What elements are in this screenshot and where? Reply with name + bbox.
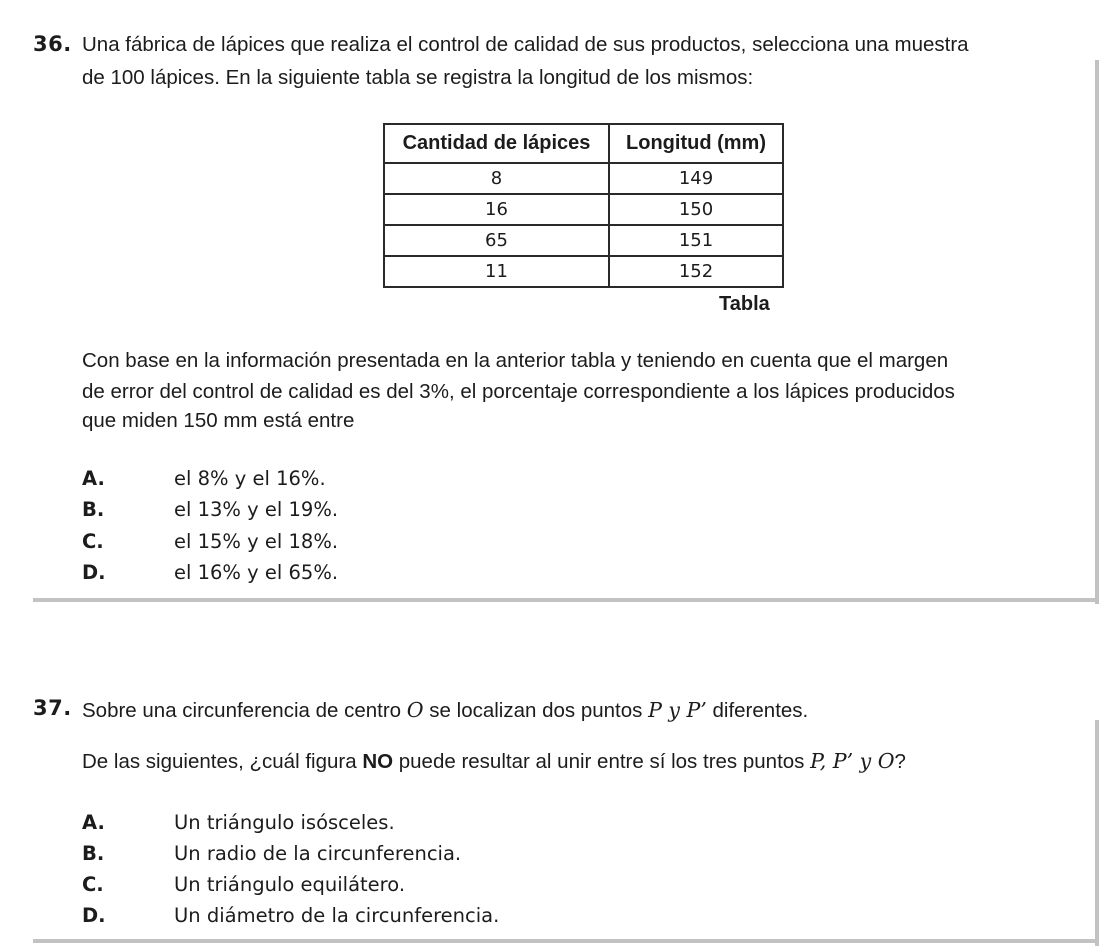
table-row <box>384 163 783 194</box>
table-row <box>384 225 783 256</box>
table-cell: 151 <box>609 225 783 256</box>
table-header-cell: Cantidad de lápices <box>384 124 609 163</box>
math-points-label: P, P’ y O <box>810 749 895 773</box>
option-text: Un triángulo equilátero. <box>174 873 406 896</box>
table-cell: 150 <box>609 194 783 225</box>
table-cell: 65 <box>384 225 609 256</box>
question-intro-line-1: Una fábrica de lápices que realiza el control de calidad de sus productos, selecciona una muestra <box>82 33 969 56</box>
table-cell: 8 <box>384 163 609 194</box>
stem-text: ? <box>894 750 906 773</box>
question-stem-line-3: que miden 150 mm está entre <box>82 409 355 432</box>
frame-divider-bottom <box>33 939 1099 943</box>
option-letter: A. <box>82 467 105 490</box>
option-letter: B. <box>82 842 105 865</box>
table-cell: 11 <box>384 256 609 287</box>
table-caption: Tabla <box>719 293 770 315</box>
option-text: el 13% y el 19%. <box>174 498 339 521</box>
table-row <box>384 256 783 287</box>
table-header-cell: Longitud (mm) <box>609 124 783 163</box>
question-stem-line-2: de error del control de calidad es del 3%, el porcentaje correspondiente a los lápices producidos <box>82 380 955 403</box>
option-letter: A. <box>82 811 105 834</box>
option-text: el 16% y el 65%. <box>174 561 339 584</box>
stem-text: se localizan dos puntos <box>423 699 649 722</box>
stem-text: Sobre una circunferencia de centro <box>82 699 407 722</box>
question-number: 37. <box>33 696 72 720</box>
math-center-label: O <box>406 698 424 722</box>
stem-text: diferentes. <box>706 699 809 722</box>
table-cell: 152 <box>609 256 783 287</box>
option-text: el 15% y el 18%. <box>174 530 339 553</box>
table-cell: 16 <box>384 194 609 225</box>
option-letter: D. <box>82 561 106 584</box>
stem-text: De las siguientes, ¿cuál figura <box>82 750 363 773</box>
option-text: Un radio de la circunferencia. <box>174 842 462 865</box>
option-letter: C. <box>82 873 104 896</box>
question-number: 36. <box>33 32 72 56</box>
option-text: Un diámetro de la circunferencia. <box>174 904 500 927</box>
question-stem-line-1 <box>82 697 808 724</box>
table-header-row <box>384 124 783 163</box>
question-stem-line-1: Con base en la información presentada en la anterior tabla y teniendo en cuenta que el margen <box>82 349 949 372</box>
emphasis-no: NO <box>362 750 394 773</box>
frame-divider-right <box>1095 60 1099 604</box>
option-letter: D. <box>82 904 106 927</box>
frame-divider-bottom <box>33 598 1099 602</box>
data-table-wrapper <box>383 123 784 288</box>
math-points-label: P y P’ <box>648 698 707 722</box>
option-text: Un triángulo isósceles. <box>174 811 395 834</box>
stem-text: puede resultar al unir entre sí los tres puntos <box>393 750 811 773</box>
table-row <box>384 194 783 225</box>
table-cell: 149 <box>609 163 783 194</box>
data-table <box>383 123 784 288</box>
option-letter: C. <box>82 530 104 553</box>
frame-divider-right <box>1095 720 1099 946</box>
option-letter: B. <box>82 498 105 521</box>
option-text: el 8% y el 16%. <box>174 467 326 490</box>
question-stem-line-2 <box>82 748 906 775</box>
question-intro-line-2: de 100 lápices. En la siguiente tabla se registra la longitud de los mismos: <box>82 66 754 89</box>
